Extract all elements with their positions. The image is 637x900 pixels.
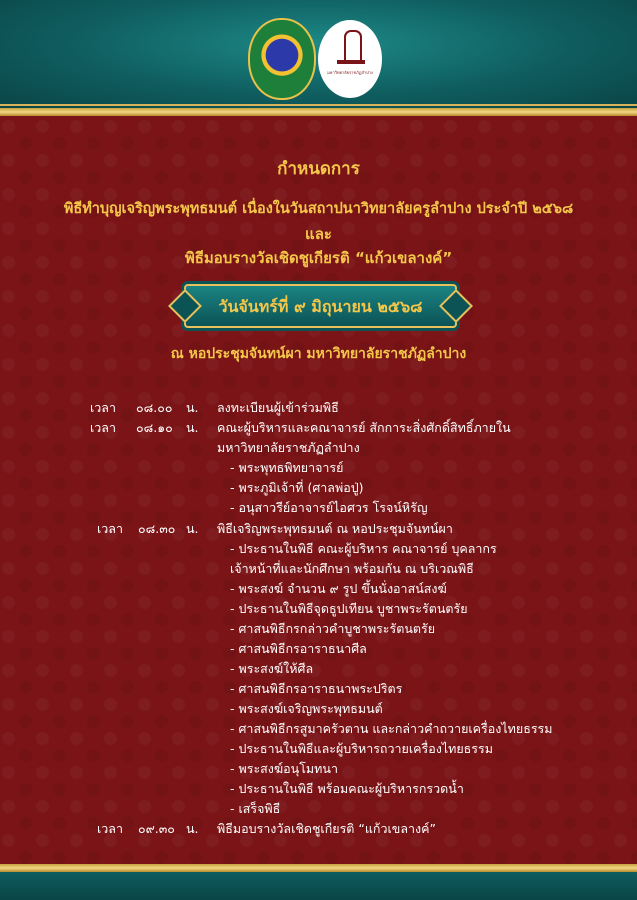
ceremony-title-1: พิธีทำบุญเจริญพระพุทธมนต์ เนื่องในวันสถาปนาวิทยาลัยครูลำปาง ประจำปี ๒๕๖๘ <box>63 201 574 217</box>
temple-emblem-icon <box>344 30 362 62</box>
list-item: - พระสงฆ์ จำนวน ๙ รูป ขึ้นนั่งอาสน์สงฆ์ <box>230 581 447 596</box>
logo-caption: มหาวิทยาลัยราชภัฏลำปาง <box>327 70 373 75</box>
footer-band <box>0 872 637 900</box>
list-item: เจ้าหน้าที่และนักศึกษา พร้อมกัน ณ บริเวณพิธี <box>230 561 474 576</box>
list-item: - พระพุทธพิทยาจารย์ <box>230 460 344 475</box>
time-value: ๐๙.๓๐ <box>138 821 175 836</box>
university-seal-logo <box>248 18 316 100</box>
time-label: เวลา <box>97 821 123 836</box>
page-title: กำหนดการ <box>277 159 360 179</box>
header-divider <box>0 104 637 106</box>
schedule-text: พิธีมอบรางวัลเชิดชูเกียรติ “แก้วเขลางค์” <box>217 821 436 836</box>
gold-band-bottom <box>0 864 637 872</box>
list-item: - พระสงฆ์ให้ศีล <box>230 661 314 676</box>
list-item: - ศาสนพิธีกรสูมาครัวตาน และกล่าวคำถวายเครื่องไทยธรรม <box>230 721 553 736</box>
time-unit: น. <box>186 420 199 435</box>
time-value: ๐๘.๐๐ <box>136 400 173 415</box>
date-banner <box>184 284 457 328</box>
list-item: - ศาสนพิธีกรกล่าวคำบูชาพระรัตนตรัย <box>230 621 436 636</box>
schedule-text: พิธีเจริญพระพุทธมนต์ ณ หอประชุมจันทน์ผา <box>217 521 453 536</box>
list-item: - ประธานในพิธี พร้อมคณะผู้บริหารกรวดน้ำ <box>230 781 464 796</box>
time-unit: น. <box>186 521 199 536</box>
list-item: - ประธานในพิธีจุดธูปเทียน บูชาพระรัตนตรัย <box>230 601 468 616</box>
event-date: วันจันทร์ที่ ๙ มิถุนายน ๒๕๖๘ <box>218 297 423 316</box>
gold-band-top <box>0 108 637 116</box>
list-item: - ประธานในพิธีและผู้บริหารถวายเครื่องไทยธรรม <box>230 741 493 756</box>
schedule-text: คณะผู้บริหารและคณาจารย์ สักการะสิ่งศักดิ์สิทธิ์ภายใน <box>217 420 511 435</box>
list-item: - ศาสนพิธีกรอาราธนาศีล <box>230 641 367 656</box>
list-item: - พระสงฆ์อนุโมทนา <box>230 761 338 776</box>
time-label: เวลา <box>90 420 116 435</box>
ceremony-title-2: พิธีมอบรางวัลเชิดชูเกียรติ “แก้วเขลางค์” <box>184 249 453 267</box>
time-unit: น. <box>186 821 199 836</box>
list-item: - ศาสนพิธีกรอาราธนาพระปริตร <box>230 681 403 696</box>
time-label: เวลา <box>90 400 116 415</box>
schedule-text-cont: มหาวิทยาลัยราชภัฏลำปาง <box>217 440 360 455</box>
time-label: เวลา <box>97 521 123 536</box>
list-item: - พระภูมิเจ้าที่ (ศาลพ่อปู่) <box>230 480 364 495</box>
title-conjunction: และ <box>305 225 332 243</box>
time-unit: น. <box>186 400 199 415</box>
time-value: ๐๘.๑๐ <box>136 420 173 435</box>
list-item: - อนุสาวรีย์อาจารย์ไอศวร โรจน์หิรัญ <box>230 500 428 515</box>
event-venue: ณ หอประชุมจันทน์ผา มหาวิทยาลัยราชภัฏลำปาง <box>170 346 467 362</box>
list-item: - พระสงฆ์เจริญพระพุทธมนต์ <box>230 701 383 716</box>
list-item: - ประธานในพิธี คณะผู้บริหาร คณาจารย์ บุคลากร <box>230 541 497 556</box>
temple-emblem-base <box>337 60 365 64</box>
list-item: - เสร็จพิธี <box>230 801 281 816</box>
time-value: ๐๘.๓๐ <box>138 521 176 536</box>
schedule-text: ลงทะเบียนผู้เข้าร่วมพิธี <box>217 400 339 415</box>
